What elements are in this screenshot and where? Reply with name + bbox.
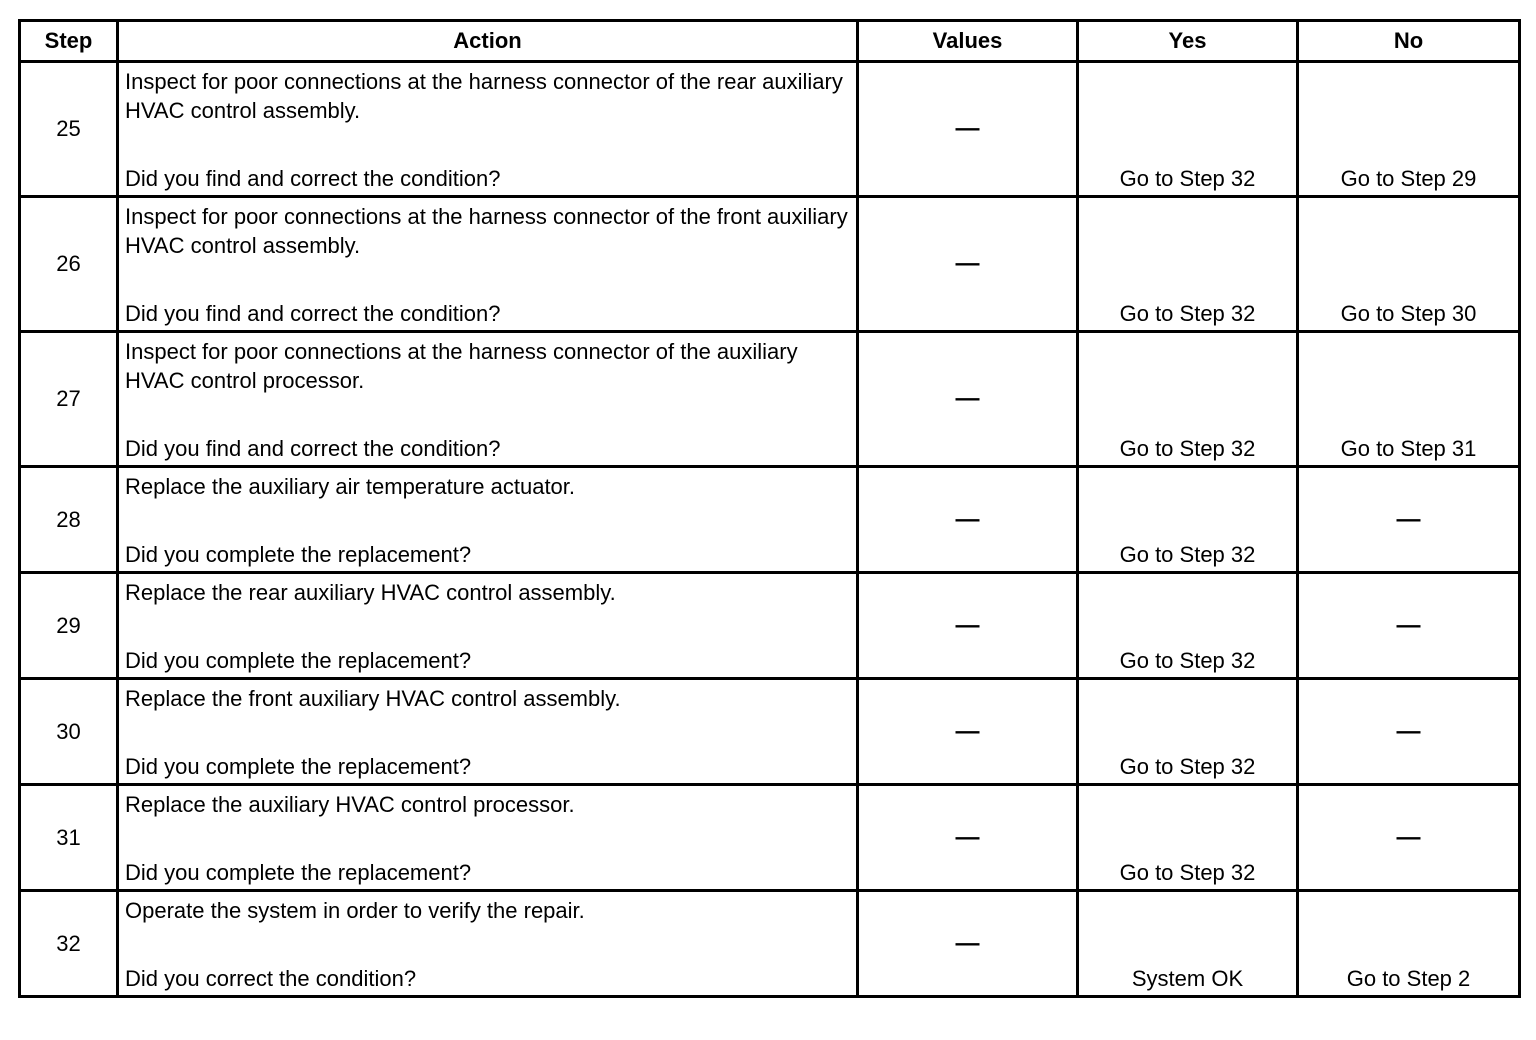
action-question: Did you complete the replacement?: [125, 860, 472, 885]
diagnostic-table: [18, 19, 1521, 998]
step-cell: [20, 679, 118, 785]
header-no: No: [1298, 21, 1520, 62]
yes-text: Go to Step 32: [1119, 436, 1256, 461]
action-text: Inspect for poor connections at the harness connector of the auxiliary HVAC control processor.: [125, 339, 798, 393]
no-text: —: [1396, 505, 1421, 533]
step-number: 26: [56, 251, 81, 276]
no-cell: [1298, 62, 1520, 197]
table-row: [20, 891, 1520, 997]
table-row: [20, 679, 1520, 785]
values-text: —: [955, 115, 980, 142]
values-text: —: [955, 717, 980, 745]
table-row: [20, 573, 1520, 679]
step-number: 28: [56, 506, 81, 532]
step-cell: [20, 332, 118, 467]
values-cell: [858, 467, 1078, 573]
action-cell: [118, 573, 858, 679]
action-text: Replace the rear auxiliary HVAC control assembly.: [125, 580, 616, 605]
step-cell: [20, 573, 118, 679]
no-text: —: [1396, 823, 1421, 851]
action-cell: [118, 467, 858, 573]
no-cell: [1298, 197, 1520, 332]
action-text: Replace the auxiliary air temperature actuator.: [125, 474, 576, 499]
action-question: Did you correct the condition?: [125, 966, 417, 991]
header-action: Action: [118, 21, 858, 62]
header-values: Values: [858, 21, 1078, 62]
header-step: Step: [20, 21, 118, 62]
action-text: Inspect for poor connections at the harness connector of the front auxiliary HVAC control assembly.: [125, 204, 848, 258]
values-text: —: [955, 250, 980, 277]
values-text: —: [955, 929, 980, 957]
yes-cell: [1078, 197, 1298, 332]
yes-text: Go to Step 32: [1119, 542, 1256, 567]
table-row: [20, 332, 1520, 467]
table-row: [20, 197, 1520, 332]
step-number: 25: [56, 116, 81, 141]
action-text: Replace the front auxiliary HVAC control assembly.: [125, 686, 621, 711]
step-cell: [20, 785, 118, 891]
values-cell: [858, 785, 1078, 891]
yes-cell: [1078, 332, 1298, 467]
no-text: Go to Step 29: [1340, 166, 1477, 191]
yes-text: Go to Step 32: [1119, 301, 1256, 326]
step-cell: [20, 197, 118, 332]
values-text: —: [955, 505, 980, 533]
table-row: [20, 467, 1520, 573]
step-number: 31: [56, 824, 81, 850]
values-cell: [858, 62, 1078, 197]
yes-text: Go to Step 32: [1119, 754, 1256, 779]
step-number: 32: [56, 930, 81, 956]
action-question: Did you find and correct the condition?: [125, 436, 501, 461]
action-text: Inspect for poor connections at the harness connector of the rear auxiliary HVAC control assembly.: [125, 69, 843, 123]
no-text: —: [1396, 611, 1421, 639]
action-cell: [118, 891, 858, 997]
action-question: Did you complete the replacement?: [125, 754, 472, 779]
step-number: 27: [56, 386, 81, 411]
values-cell: [858, 332, 1078, 467]
no-cell: [1298, 679, 1520, 785]
action-question: Did you find and correct the condition?: [125, 166, 501, 191]
values-cell: [858, 891, 1078, 997]
action-question: Did you complete the replacement?: [125, 542, 472, 567]
yes-cell: [1078, 467, 1298, 573]
step-number: 30: [56, 718, 81, 744]
header-row: [20, 21, 1520, 62]
action-cell: [118, 332, 858, 467]
table-row: [20, 785, 1520, 891]
action-cell: [118, 62, 858, 197]
values-cell: [858, 573, 1078, 679]
step-number: 29: [56, 612, 81, 638]
no-text: Go to Step 31: [1340, 436, 1477, 461]
yes-text: Go to Step 32: [1119, 860, 1256, 885]
action-cell: [118, 785, 858, 891]
values-cell: [858, 679, 1078, 785]
values-cell: [858, 197, 1078, 332]
yes-text: Go to Step 32: [1119, 648, 1256, 673]
no-cell: [1298, 785, 1520, 891]
no-text: Go to Step 30: [1340, 301, 1477, 326]
no-text: —: [1396, 717, 1421, 745]
yes-cell: [1078, 785, 1298, 891]
action-question: Did you complete the replacement?: [125, 648, 472, 673]
step-cell: [20, 467, 118, 573]
action-question: Did you find and correct the condition?: [125, 301, 501, 326]
no-cell: [1298, 332, 1520, 467]
values-text: —: [955, 611, 980, 639]
yes-cell: [1078, 62, 1298, 197]
action-cell: [118, 679, 858, 785]
yes-cell: [1078, 679, 1298, 785]
yes-text: Go to Step 32: [1119, 166, 1256, 191]
no-text: Go to Step 2: [1346, 966, 1471, 991]
table-row: [20, 62, 1520, 197]
step-cell: [20, 891, 118, 997]
no-cell: [1298, 573, 1520, 679]
action-text: Replace the auxiliary HVAC control processor.: [125, 792, 575, 817]
action-cell: [118, 197, 858, 332]
action-text: Operate the system in order to verify the repair.: [125, 898, 585, 923]
no-cell: [1298, 891, 1520, 997]
step-cell: [20, 62, 118, 197]
yes-cell: [1078, 891, 1298, 997]
no-cell: [1298, 467, 1520, 573]
yes-cell: [1078, 573, 1298, 679]
yes-text: System OK: [1131, 966, 1244, 991]
header-yes: Yes: [1078, 21, 1298, 62]
values-text: —: [955, 385, 980, 412]
values-text: —: [955, 823, 980, 851]
